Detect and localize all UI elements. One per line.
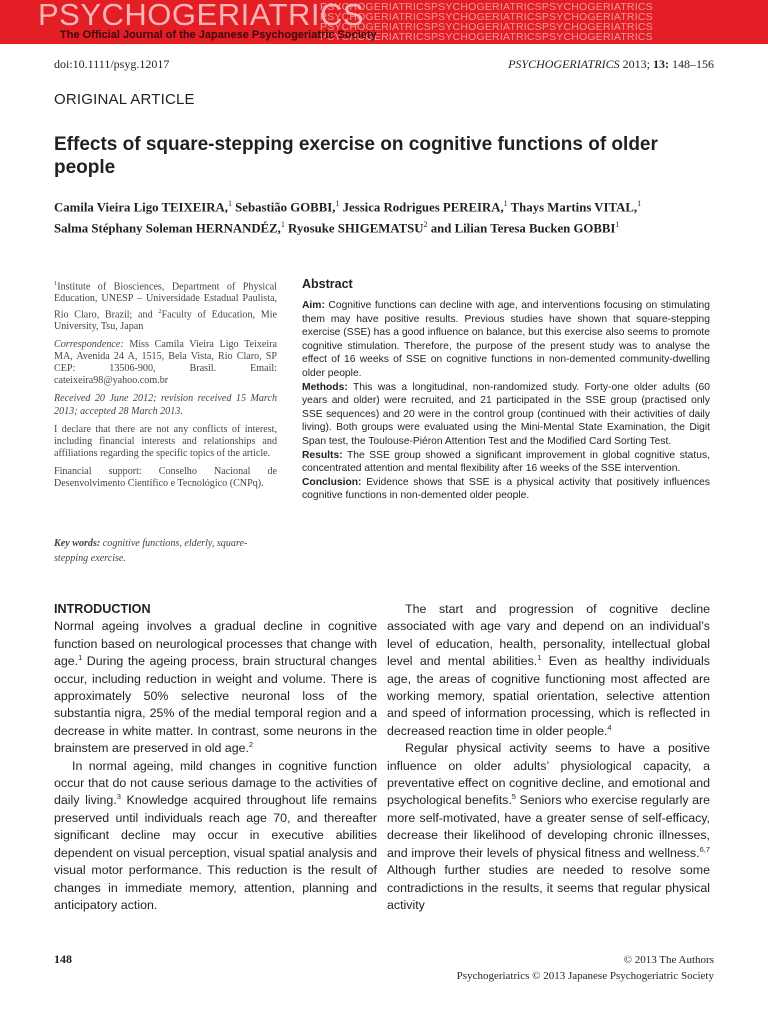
- citation-year: 2013;: [622, 57, 650, 71]
- author-name: Jessica Rodrigues PEREIRA,: [342, 200, 504, 215]
- correspondence-text: Miss Camila Vieira Ligo Teixeira MA, Avenida 24 A, 1515, Bela Vista, Rio Claro, SP CEP: 13506-900, Brasil. Email: cateixeira98@yahoo.com.br: [54, 339, 277, 387]
- financial-support: Financial support: Conselho Nacional de Desenvolvimento Científico e Tecnológico (CNPq).: [54, 465, 277, 490]
- author-name: Salma Stéphany Soleman HERNANDÉZ,: [54, 221, 281, 236]
- page-number: 148: [54, 952, 72, 966]
- body-text: Even as healthy individuals age, the areas of cognitive functioning most affected are working memory, spatial orientation, selective attention and speed of information processing, which is reflected in decreased reaction time in older people.: [387, 654, 710, 738]
- author-name: and Lilian Teresa Bucken GOBBI: [430, 221, 616, 236]
- author-name: Sebastião GOBBI,: [235, 200, 336, 215]
- banner-pattern: PSYCHOGERIATRICSPSYCHOGERIATRICSPSYCHOGERIATRICS PSYCHOGERIATRICSPSYCHOGERIATRICSPSYCHOGERIATRICS PSYCHOGERIATRICSPSYCHOGERIATRICSPSYCHOGERIATRICS PSYCHOGERIATRICSPSYCHOGERIATRICSPSYCHOGERIATRICS: [320, 1, 653, 43]
- journal-banner: [0, 0, 768, 44]
- citation-ref: 6,7: [699, 844, 710, 854]
- author-affiliation: 1: [637, 199, 642, 208]
- body-text: During the ageing process, brain structural changes occur, including reduction in weight and volume. There is approximately 50% selective neuronal loss of the substantia nigra, 25% of the medial temporal region and a decrease in white matter. In contrast, some neurons in the brainstem are preserved in old age.: [54, 654, 377, 756]
- citation: [508, 57, 714, 71]
- affiliation-2: Faculty of Education, Mie University, Tsu, Japan: [54, 308, 277, 332]
- abstract-results-label: Results:: [302, 449, 343, 461]
- abstract-conclusion-label: Conclusion:: [302, 476, 362, 488]
- citation-ref: 2: [248, 740, 254, 750]
- author-list: [54, 195, 734, 238]
- body-text: Although further studies are needed to resolve some contradictions in the results, it seems that regular physical activity: [387, 863, 710, 912]
- abstract-heading: Abstract: [302, 277, 353, 291]
- affiliation-1: Institute of Biosciences, Department of Physical Education, UNESP – Universidade Estadual Paulista, Rio Claro, Brazil; and: [54, 281, 277, 320]
- body-paragraph: [387, 740, 710, 914]
- author-affiliation: 1: [615, 220, 620, 230]
- affiliation-number: 1: [54, 280, 58, 287]
- correspondence: [54, 339, 277, 387]
- copyright-line-1: © 2013 The Authors: [623, 954, 714, 966]
- citation-ref: 1: [537, 653, 542, 663]
- article-type: ORIGINAL ARTICLE: [54, 91, 195, 108]
- keywords: [54, 536, 277, 566]
- author-affiliation: 2: [423, 220, 428, 230]
- citation-volume: 13:: [653, 57, 669, 71]
- author-name: Ryosuke SHIGEMATSU: [288, 221, 424, 236]
- body-text: Regular physical activity seems to have a positive influence on older adults’ physiological capacity, a preventative effect on cognitive decline, and emotional and psychological benefits.: [387, 741, 710, 808]
- citation-ref: 4: [607, 722, 612, 732]
- abstract-methods-text: This was a longitudinal, non-randomized study. Forty-one older adults (60 years and older) were recruited, and 21 participated in the SSE group (practised only SSE sequences) and 20 were in the control group (continued with their activities of daily living). Both groups were evaluated using the Mini-Mental State Examination, the Digit Span test, the Toulouse-Piéron Attention Test and the Modified Card Sorting Test.: [302, 381, 710, 447]
- conflict-statement: I declare that there are not any conflicts of interest, including financial interests and relationships and affiliations regarding the specific topics of the article.: [54, 423, 277, 459]
- section-heading: INTRODUCTION: [54, 602, 151, 616]
- received-dates: Received 20 June 2012; revision received 15 March 2013; accepted 28 March 2013.: [54, 393, 277, 417]
- author-name: Camila Vieira Ligo TEIXEIRA,: [54, 200, 228, 215]
- doi: doi:10.1111/psyg.12017: [54, 57, 170, 71]
- author-affiliation: 1: [503, 199, 508, 208]
- abstract-aim: [302, 299, 710, 381]
- body-text: Normal ageing involves a gradual decline in cognitive function based on neurological processes that change with age.: [54, 619, 377, 669]
- body-paragraph: [54, 618, 377, 757]
- article-sidebar: [54, 278, 277, 496]
- abstract-aim-label: Aim:: [302, 300, 325, 311]
- body-column-left: [54, 601, 377, 914]
- abstract-conclusion: [302, 476, 710, 503]
- keywords-label: Key words:: [54, 538, 101, 549]
- citation-pages: 148–156: [672, 57, 714, 71]
- abstract-results: [302, 449, 710, 476]
- correspondence-label: Correspondence:: [54, 339, 124, 351]
- affiliations: [54, 278, 277, 333]
- author-affiliation: 1: [335, 199, 340, 208]
- abstract-aim-text: Cognitive functions can decline with age, and interventions focusing on stimulating them may have positive results. Previous studies have shown that square-stepping exercise (SSE) has a good influence on balance, but this exercise also seems to promote cognitive stimulation. Therefore, the purpose of the present study was to analyse the effect of 16 weeks of SSE on cognitive functions in non-demented community-dwelling older people.: [302, 300, 710, 379]
- body-paragraph: [387, 601, 710, 740]
- body-text: The start and progression of cognitive decline associated with age vary and depend on an individual’s level of education, health, personality, intellectual global level and mental abilities.: [387, 602, 710, 669]
- abstract: [302, 299, 710, 503]
- paper-title: Effects of square-stepping exercise on cognitive functions of older people: [54, 134, 658, 178]
- affiliation-number: 2: [158, 307, 162, 315]
- body-text: In normal ageing, mild changes in cognitive function occur that do not cause serious damage to the activities of daily living.: [54, 758, 377, 808]
- abstract-methods: [302, 381, 710, 449]
- journal-subtitle: The Official Journal of the Japanese Psychogeriatric Society: [60, 29, 377, 41]
- author-affiliation: 1: [227, 199, 232, 208]
- copyright-line-2: Psychogeriatrics © 2013 Japanese Psychogeriatric Society: [456, 970, 714, 982]
- body-column-right: [387, 601, 710, 914]
- body-paragraph: [54, 758, 377, 915]
- citation-ref: 1: [78, 653, 83, 663]
- abstract-methods-label: Methods:: [302, 381, 348, 393]
- abstract-conclusion-text: Evidence shows that SSE is a physical activity that positively influences cognitive functions in non-demented older people.: [302, 476, 710, 502]
- keywords-text: cognitive functions, elderly, square-stepping exercise.: [54, 538, 248, 564]
- copyright-footer: [457, 952, 714, 984]
- author-affiliation: 1: [280, 220, 285, 230]
- body-text: Seniors who exercise regularly are more self-motivated, have a greater sense of self-efficacy, decrease their likelihood of developing chronic illnesses, and improve their levels of physical fitness and wellness.: [387, 793, 710, 860]
- citation-ref: 5: [511, 792, 516, 802]
- author-name: Thays Martins VITAL,: [510, 200, 638, 215]
- citation-ref: 3: [116, 792, 121, 802]
- journal-name: PSYCHOGERIATRICS: [38, 0, 365, 32]
- citation-journal: PSYCHOGERIATRICS: [508, 57, 620, 71]
- abstract-results-text: The SSE group showed a significant improvement in global cognitive status, concentrated attention and mental flexibility after 16 weeks of the SSE intervention.: [302, 449, 710, 475]
- body-text: Knowledge acquired throughout life remains preserved until individuals reach age 70, and thereafter significant decline may occur in executive abilities dependent on visual perception, visual spatial analysis and visual motor performance. This reduction is the result of changes in immediate memory, attention, planning and anticipatory action.: [54, 793, 377, 912]
